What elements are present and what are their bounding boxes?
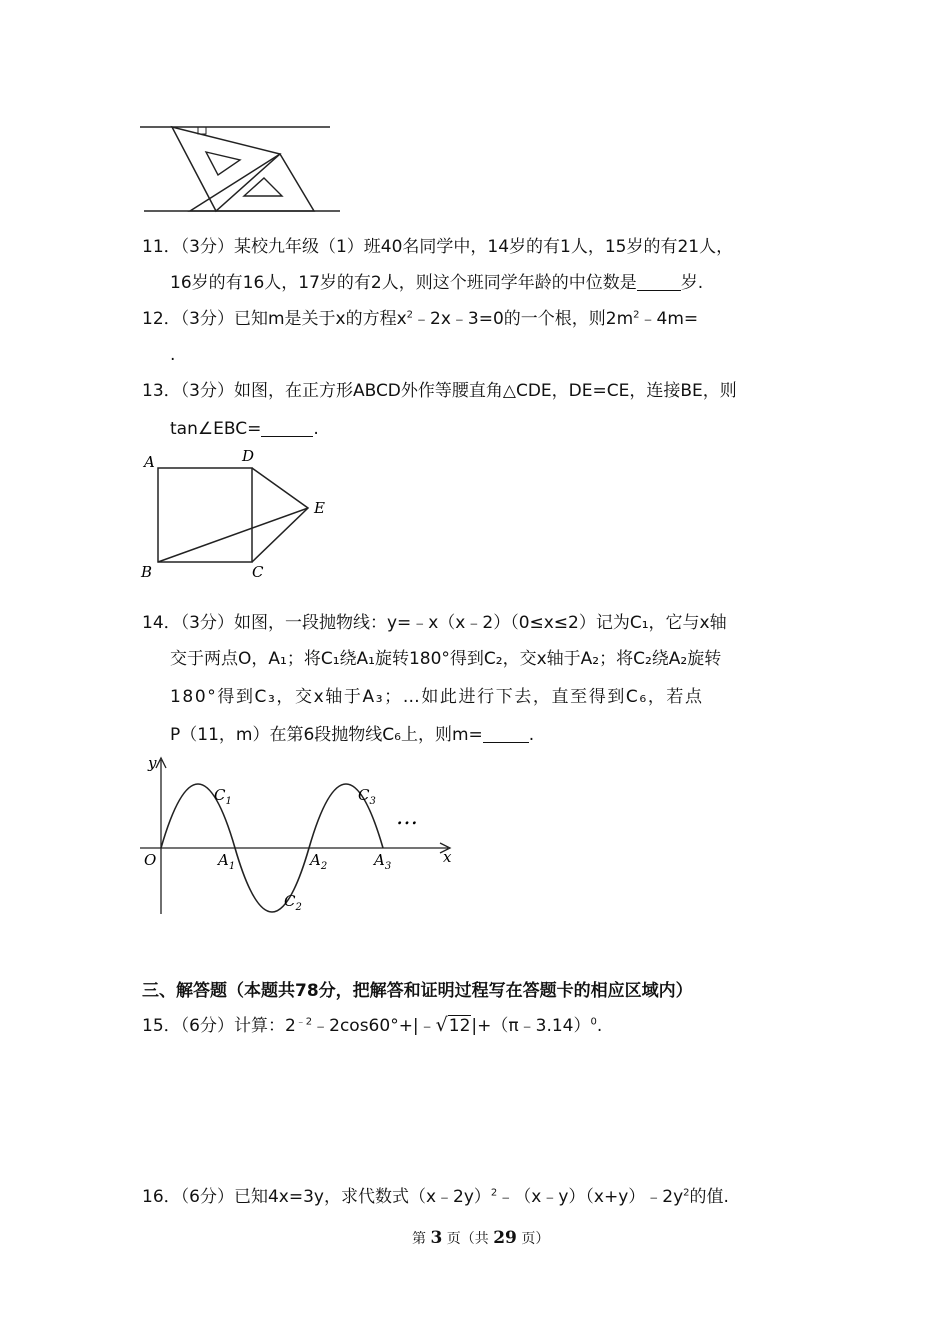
section-3-heading: 三、解答题（本题共78分，把解答和证明过程写在答题卡的相应区域内） — [142, 981, 693, 1001]
parabola-graph — [138, 752, 468, 922]
sqrt-radicand: 12 — [448, 1016, 471, 1036]
set-square-figure — [138, 118, 343, 218]
question-11-line-1: 11．（3分）某校九年级（1）班40名同学中，14岁的有1人，15岁的有21人， — [142, 237, 734, 257]
question-12-line-2: . — [170, 345, 176, 365]
triangle-ruler-hole-1 — [206, 152, 240, 175]
label-x: x — [443, 848, 452, 866]
q15-exp-neg2: ﹣2 — [295, 1016, 313, 1028]
q12-exp-1: 2 — [406, 309, 414, 321]
q14-end: . — [528, 725, 535, 745]
question-14-line-3: 180°得到C₃，交x轴于A₃；…如此进行下去，直至得到C₆，若点 — [170, 687, 704, 707]
right-angle-mark — [198, 127, 206, 134]
label-a: A — [144, 453, 155, 471]
sqrt-symbol: √12 — [435, 1014, 471, 1036]
q16-text-pre: 16．（6分）已知4x=3y，求代数式（x﹣2y） — [142, 1187, 491, 1207]
q16-text-mid: ﹣（x﹣y）（x+y）﹣2y — [497, 1187, 684, 1207]
q13-text: tan∠EBC= — [170, 419, 262, 439]
square-triangle-figure — [138, 445, 338, 585]
footer-post: 页） — [521, 1231, 550, 1247]
q15-end: . — [596, 1016, 603, 1036]
footer-mid: 页（共 — [446, 1231, 489, 1247]
label-b: B — [141, 563, 153, 581]
q12-text-pre: 12．（3分）已知m是关于x的方程x — [142, 309, 407, 329]
question-14-line-4 — [170, 724, 534, 746]
q15-text-post: |+（π﹣3.14） — [471, 1016, 591, 1036]
q11-text: 16岁的有16人，17岁的有2人，则这个班同学年龄的中位数是 — [170, 273, 637, 293]
q14-text: P（11，m）在第6段抛物线C₆上，则m= — [170, 725, 483, 745]
label-a1: $A_1$ — [218, 851, 236, 872]
question-14-line-1: 14．（3分）如图，一段抛物线：y=﹣x（x﹣2）（0≤x≤2）记为C₁，它与x轴 — [142, 613, 727, 633]
triangle-cde — [252, 468, 308, 562]
question-13-line-1: 13．（3分）如图，在正方形ABCD外作等腰直角△CDE，DE=CE，连接BE，则 — [142, 381, 737, 401]
answer-blank — [483, 726, 529, 743]
question-11-line-2 — [170, 272, 703, 294]
q16-exp-2: 2 — [683, 1187, 690, 1199]
footer-total-pages: 29 — [493, 1228, 517, 1248]
footer-pre: 第 — [412, 1231, 426, 1247]
page-footer — [412, 1228, 549, 1248]
question-13-line-2 — [170, 418, 319, 440]
question-15 — [142, 1014, 602, 1037]
square-abcd — [158, 468, 252, 562]
question-16 — [142, 1186, 729, 1208]
label-c: C — [252, 563, 264, 581]
label-a3: $A_3$ — [374, 851, 392, 872]
segment-be — [158, 508, 308, 562]
answer-blank — [261, 420, 313, 437]
answer-blank — [637, 274, 681, 291]
q11-unit: 岁. — [680, 273, 704, 293]
label-y: y — [148, 754, 157, 772]
q12-text-post: ﹣4m= — [639, 309, 699, 329]
q12-exp-2: 2 — [633, 309, 640, 321]
q13-end: . — [313, 419, 319, 439]
label-c3: $C_3$ — [358, 786, 376, 807]
label-e: E — [314, 499, 325, 517]
q16-end: 的值. — [689, 1187, 729, 1207]
q16-exp-1: 2 — [490, 1187, 498, 1199]
q12-text-mid: ﹣2x﹣3=0的一个根，则2m — [413, 309, 634, 329]
continuation-dots: … — [396, 805, 418, 830]
label-a2: $A_2$ — [310, 851, 328, 872]
question-14-line-2: 交于两点O，A₁；将C₁绕A₁旋转180°得到C₂，交x轴于A₂；将C₂绕A₂旋转 — [170, 649, 722, 669]
label-d: D — [242, 447, 255, 465]
triangle-ruler-2 — [190, 154, 314, 211]
q15-exp-0: 0 — [590, 1016, 597, 1028]
label-o: O — [144, 851, 157, 869]
q15-text-mid: ﹣2cos60°+|﹣ — [312, 1016, 436, 1036]
footer-page-number: 3 — [430, 1228, 443, 1248]
q15-text-pre: 15．（6分）计算：2 — [142, 1016, 296, 1036]
label-c2: $C_2$ — [284, 892, 302, 913]
curve-c3 — [309, 784, 383, 848]
label-c1: $C_1$ — [214, 786, 232, 807]
question-12-line-1 — [142, 308, 698, 330]
